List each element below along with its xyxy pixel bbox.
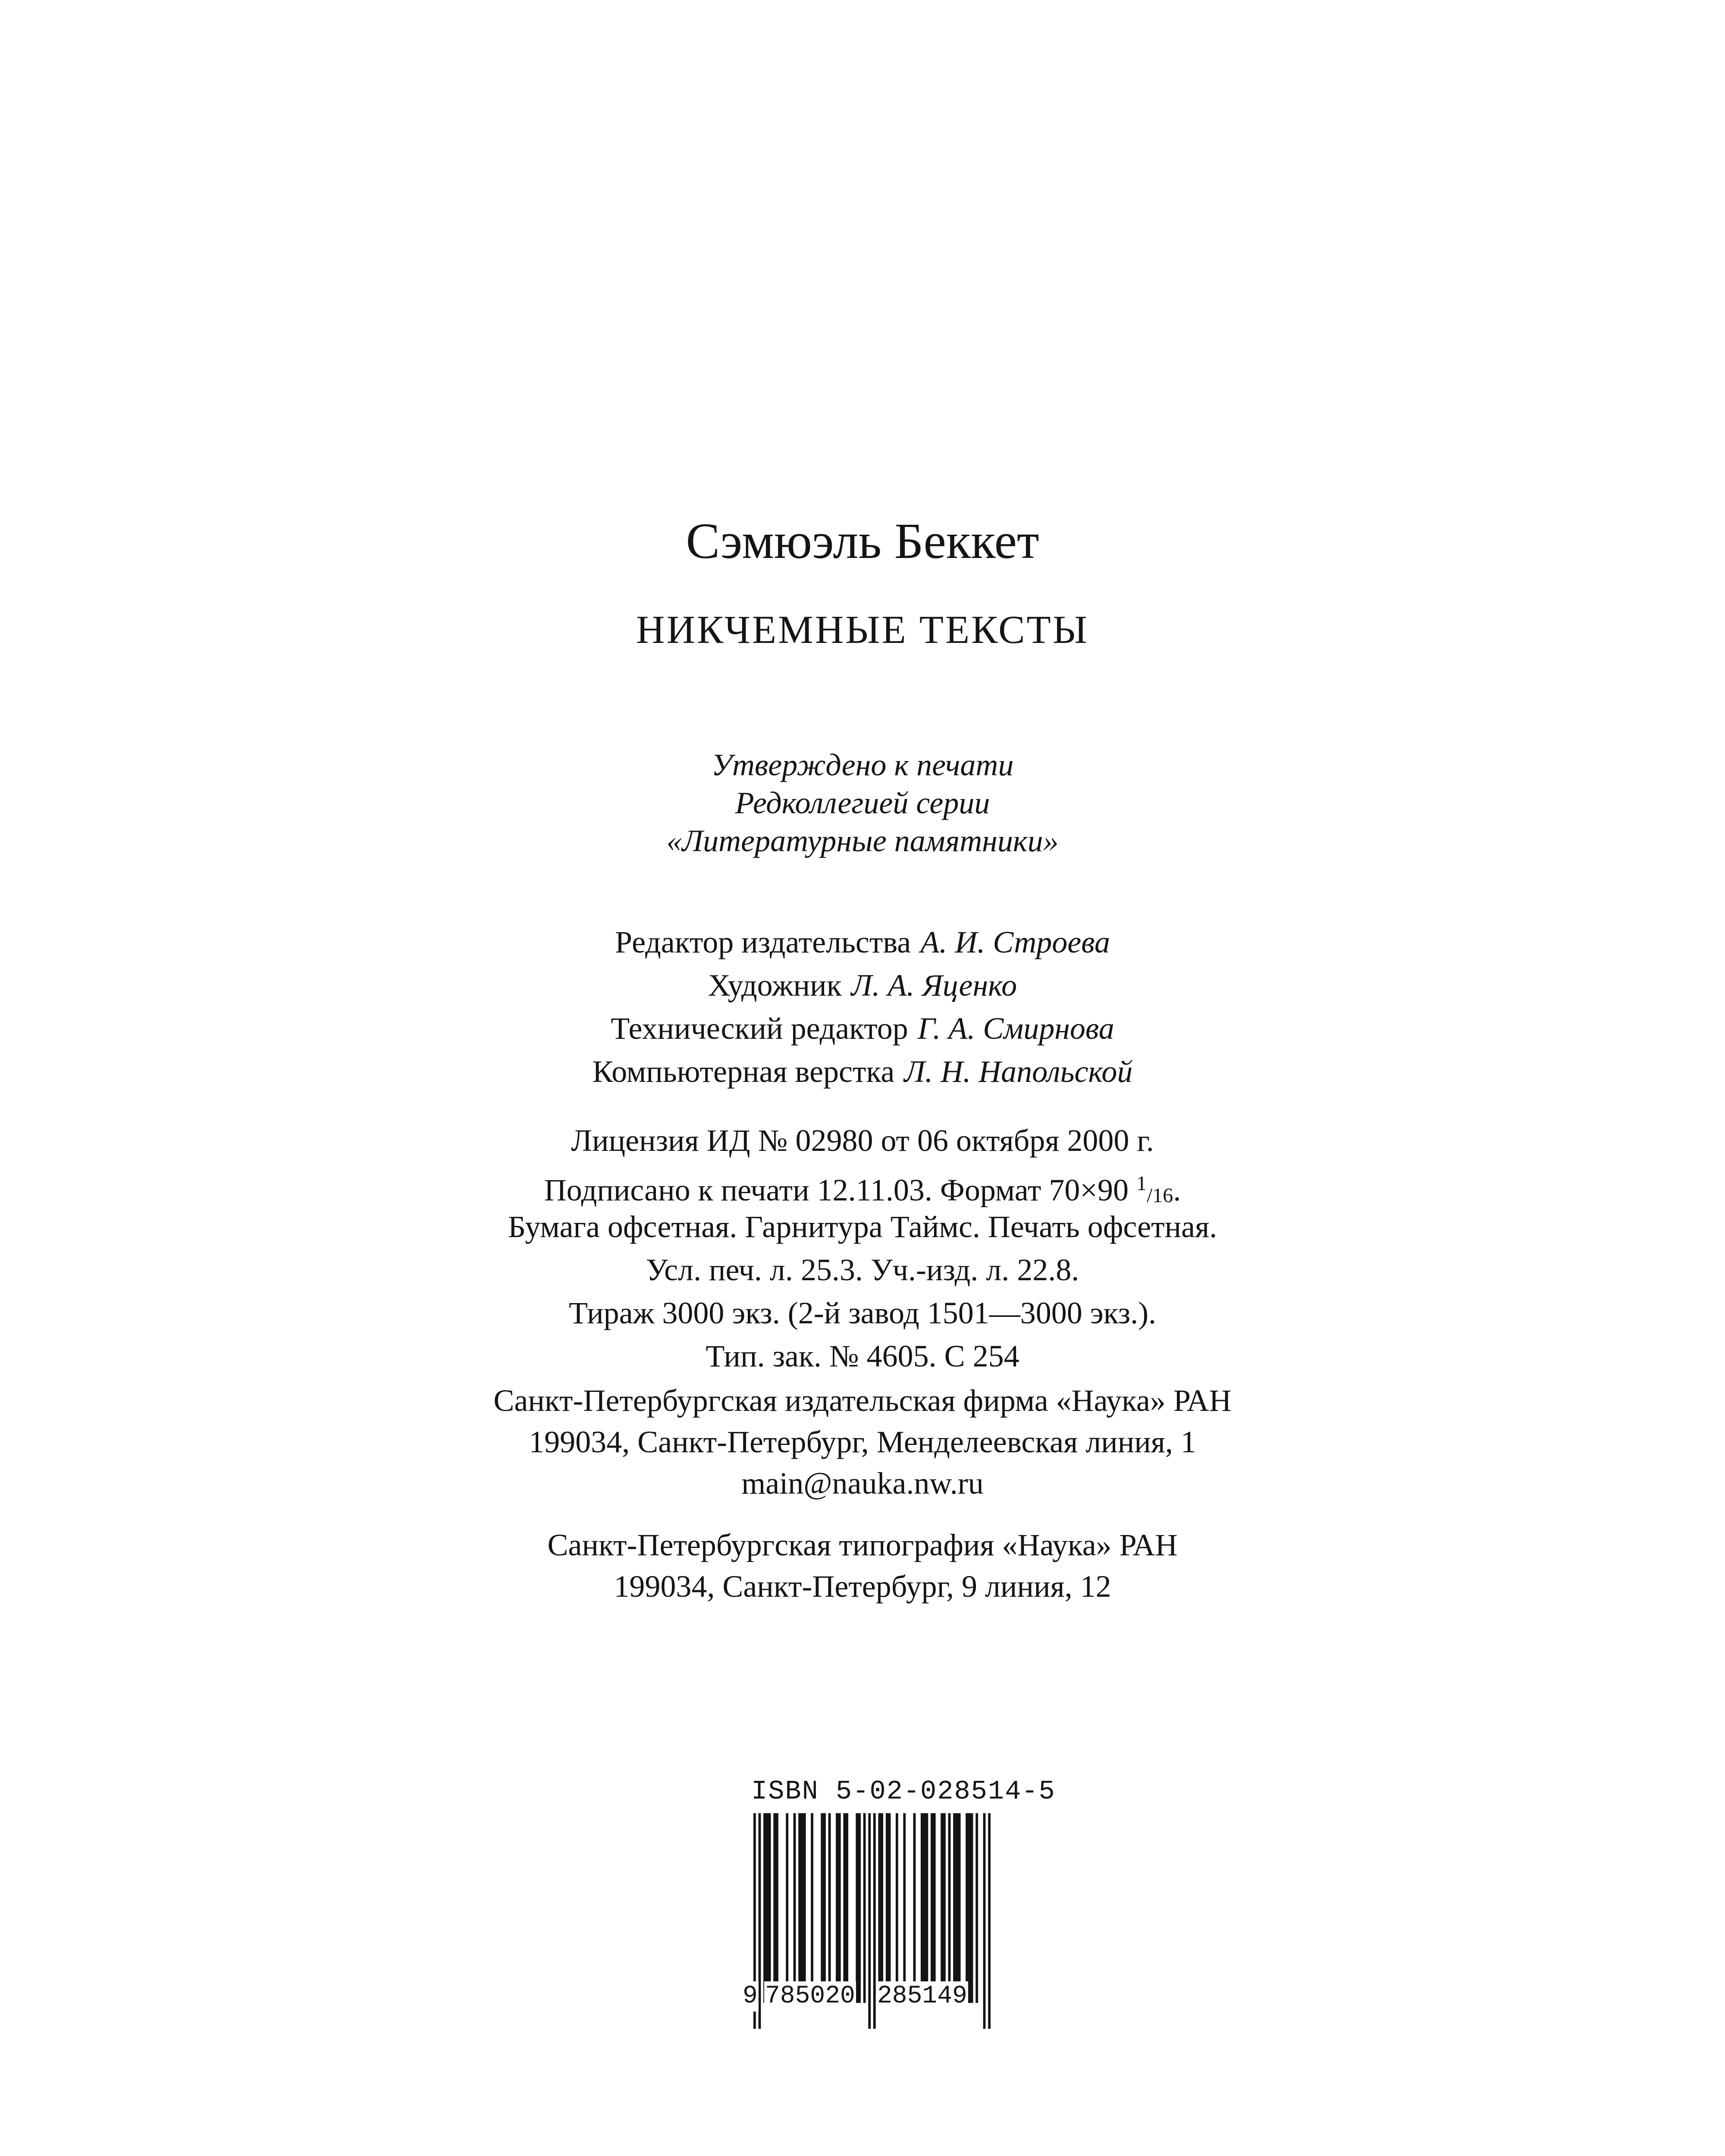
license-line: Лицензия ИД № 02980 от 06 октября 2000 г. (571, 1123, 1154, 1158)
sheets-line: Усл. печ. л. 25.3. Уч.-изд. л. 22.8. (646, 1253, 1079, 1287)
credit-name: Л. Н. Напольской (904, 1054, 1133, 1089)
isbn-number: ISBN 5-02-028514-5 (751, 1776, 1056, 1807)
barcode-bar (913, 1813, 916, 2003)
barcode-bar (763, 1813, 771, 2003)
approval-note (0, 746, 1725, 860)
barcode-bar (903, 1813, 906, 2003)
signed-line (0, 1162, 1725, 1205)
barcode-bar (773, 1813, 778, 2003)
barcode-bar (836, 1813, 841, 2003)
credit-row (0, 1050, 1725, 1093)
order-line: Тип. зак. № 4605. С 254 (706, 1339, 1019, 1373)
barcode-bar (896, 1813, 898, 2003)
credit-name: А. И. Строева (920, 925, 1110, 959)
barcode-bar (786, 1813, 788, 2003)
staff-credits (0, 921, 1725, 1093)
barcode-first-digit: 9 (742, 1981, 759, 2012)
barcode-bar (878, 1813, 883, 2003)
format-suffix: . (1173, 1173, 1181, 1207)
publisher-email: main@nauka.nw.ru (741, 1466, 984, 1501)
credit-row (0, 964, 1725, 1007)
barcode-bar (843, 1813, 848, 2003)
barcode-bar (821, 1813, 826, 2003)
publisher-name: Санкт-Петербургская издательская фирма «Наука» РАН (493, 1383, 1232, 1418)
barcode-bar (886, 1813, 891, 2003)
barcode-bar (828, 1813, 831, 2003)
barcode-bar (811, 1813, 813, 2003)
credit-role: Редактор издательства (615, 925, 911, 959)
barcode-bar (953, 1813, 960, 2003)
barcode-bar (966, 1813, 973, 2003)
barcode-bar (931, 1813, 936, 2003)
publisher-block (0, 1380, 1725, 1504)
barcode-bar (863, 1813, 866, 2003)
printer-name: Санкт-Петербургская типография «Наука» РАН (547, 1528, 1178, 1562)
approval-line: «Литературные памятники» (666, 824, 1059, 858)
barcode-bar (975, 1813, 978, 2003)
barcode-bar (941, 1813, 946, 2003)
author-name: Сэмюэль Беккет (686, 513, 1039, 569)
signed-text: Подписано к печати 12.11.03. Формат 70×90 (544, 1173, 1136, 1207)
barcode-bar (856, 1813, 861, 2003)
credit-row (0, 921, 1725, 964)
barcode-right-group: 285149 (876, 1981, 968, 2012)
barcode-digits (742, 1981, 1000, 2016)
print-run-line: Тираж 3000 экз. (2-й завод 1501—3000 экз.). (568, 1296, 1157, 1330)
barcode-bar (921, 1813, 928, 2003)
barcode-left-group: 785020 (764, 1981, 856, 2012)
format-denominator: /16 (1146, 1184, 1173, 1207)
credit-name: Л. А. Яценко (851, 968, 1017, 1003)
publisher-address: 199034, Санкт-Петербург, Менделеевская линия, 1 (529, 1425, 1196, 1459)
approval-line: Утверждено к печати (711, 748, 1014, 782)
barcode-bar (794, 1813, 796, 2003)
credit-role: Компьютерная верстка (592, 1054, 895, 1089)
credit-role: Художник (708, 968, 842, 1003)
barcode-bar (798, 1813, 806, 2003)
book-title: НИКЧЕМНЫЕ ТЕКСТЫ (636, 608, 1089, 652)
printer-address: 199034, Санкт-Петербург, 9 линия, 12 (614, 1569, 1111, 1604)
credit-row (0, 1007, 1725, 1050)
imprint-details (0, 1119, 1725, 1378)
approval-line: Редколлегией серии (735, 786, 990, 820)
format-numerator: 1 (1136, 1172, 1147, 1195)
printer-block (0, 1524, 1725, 1607)
barcode-bar (948, 1813, 951, 2003)
credit-role: Технический редактор (611, 1011, 908, 1046)
credit-name: Г. А. Смирнова (917, 1011, 1114, 1046)
paper-line: Бумага офсетная. Гарнитура Таймс. Печать офсетная. (508, 1210, 1217, 1244)
